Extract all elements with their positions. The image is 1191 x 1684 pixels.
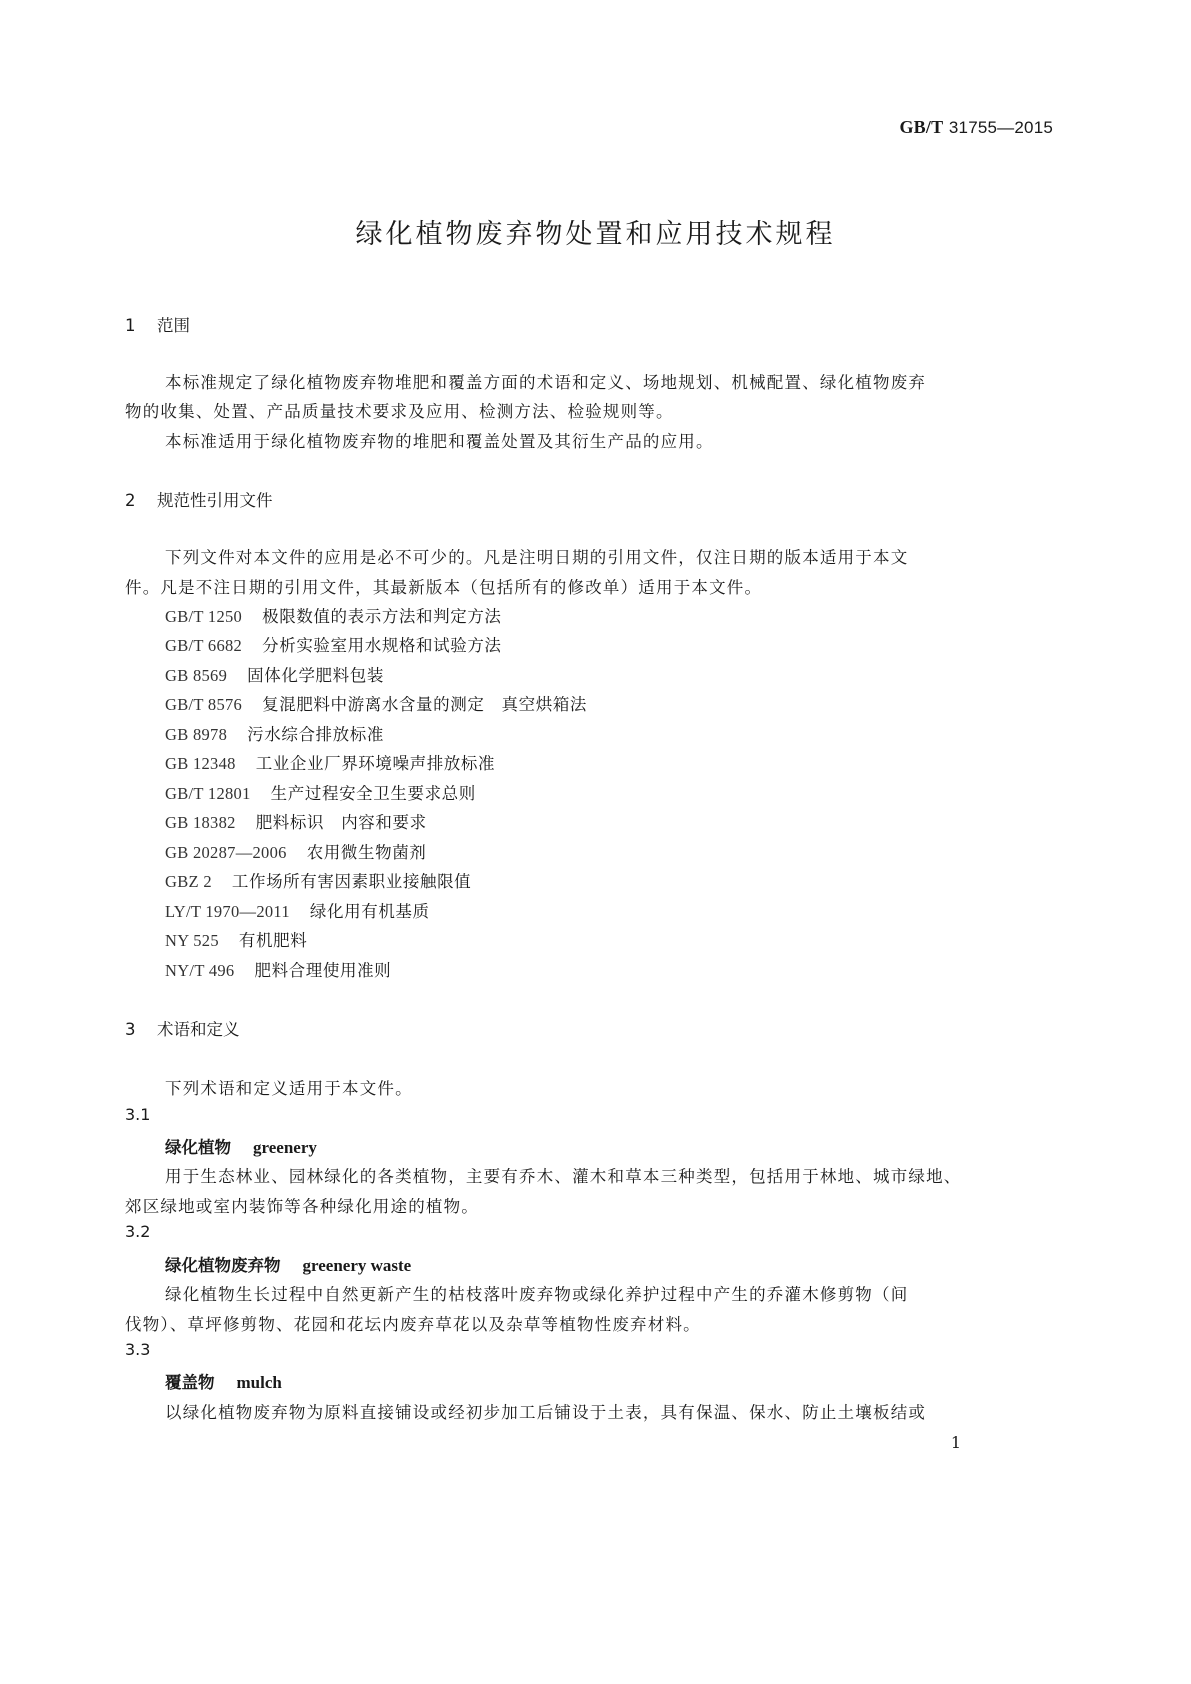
reference-code: NY/T 496 xyxy=(165,961,235,980)
term-definition: 郊区绿地或室内装饰等各种绿化用途的植物。 xyxy=(125,1197,479,1216)
reference-item xyxy=(165,662,384,686)
reference-item xyxy=(165,750,495,774)
reference-title: 农用微生物菌剂 xyxy=(306,843,427,862)
term-definition: 以绿化植物废弃物为原料直接铺设或经初步加工后铺设于土表，具有保温、保水、防止土壤板结或 xyxy=(165,1403,927,1422)
reference-item xyxy=(165,927,307,951)
paragraph: 件。凡是不注日期的引用文件，其最新版本（包括所有的修改单）适用于本文件。 xyxy=(125,578,763,597)
reference-title: 工作场所有害因素职业接触限值 xyxy=(231,872,472,891)
reference-title: 固体化学肥料包装 xyxy=(247,666,384,685)
term-heading xyxy=(165,1369,282,1393)
section-2-heading xyxy=(125,487,273,511)
paragraph: 物的收集、处置、产品质量技术要求及应用、检测方法、检验规则等。 xyxy=(125,402,674,421)
term-zh: 绿化植物废弃物 xyxy=(165,1256,281,1275)
section-number: 2 xyxy=(125,491,136,510)
reference-title: 肥料合理使用准则 xyxy=(254,961,392,980)
reference-item xyxy=(165,809,427,833)
reference-item xyxy=(165,898,430,922)
reference-title: 极限数值的表示方法和判定方法 xyxy=(262,607,502,626)
reference-item xyxy=(165,839,426,863)
term-definition: 伐物）、草坪修剪物、花园和花坛内废弃草花以及杂草等植物性废弃材料。 xyxy=(125,1315,701,1334)
reference-code: GB 8978 xyxy=(165,725,228,744)
page-number: 1 xyxy=(950,1433,961,1452)
reference-item xyxy=(165,632,502,656)
reference-title: 复混肥料中游离水含量的测定 真空烘箱法 xyxy=(262,695,588,714)
reference-item xyxy=(165,780,476,804)
reference-item xyxy=(165,957,391,981)
reference-code: GB/T 6682 xyxy=(165,636,243,655)
term-definition: 绿化植物生长过程中自然更新产生的枯枝落叶废弃物或绿化养护过程中产生的乔灌木修剪物（间 xyxy=(165,1285,909,1304)
reference-code: LY/T 1970—2011 xyxy=(165,902,290,921)
section-1-heading xyxy=(125,312,190,336)
reference-code: GBZ 2 xyxy=(165,872,212,891)
term-en: greenery xyxy=(253,1138,317,1157)
reference-item xyxy=(165,603,502,627)
reference-code: NY 525 xyxy=(165,931,219,950)
standard-code xyxy=(899,117,1053,138)
term-number: 3.3 xyxy=(125,1340,151,1359)
paragraph: 本标准适用于绿化植物废弃物的堆肥和覆盖处置及其衍生产品的应用。 xyxy=(165,432,714,451)
reference-code: GB 20287—2006 xyxy=(165,843,287,862)
reference-title: 污水综合排放标准 xyxy=(247,725,384,744)
reference-title: 工业企业厂界环境噪声排放标准 xyxy=(255,754,496,773)
section-title: 规范性引用文件 xyxy=(157,491,273,510)
term-en: mulch xyxy=(236,1373,282,1392)
section-number: 1 xyxy=(125,316,136,335)
reference-title: 绿化用有机基质 xyxy=(309,902,430,921)
standard-number: 31755—2015 xyxy=(948,118,1053,137)
reference-item xyxy=(165,721,384,745)
reference-code: GB 18382 xyxy=(165,813,236,832)
reference-title: 生产过程安全卫生要求总则 xyxy=(270,784,476,803)
term-heading xyxy=(165,1252,411,1276)
section-number: 3 xyxy=(125,1020,136,1039)
term-zh: 绿化植物 xyxy=(165,1138,231,1157)
standard-prefix: GB/T xyxy=(899,117,944,137)
reference-code: GB/T 1250 xyxy=(165,607,243,626)
reference-code: GB/T 8576 xyxy=(165,695,243,714)
reference-title: 分析实验室用水规格和试验方法 xyxy=(262,636,502,655)
document-title: 绿化植物废弃物处置和应用技术规程 xyxy=(355,219,836,250)
reference-title: 肥料标识 内容和要求 xyxy=(255,813,427,832)
term-number: 3.2 xyxy=(125,1222,151,1241)
term-zh: 覆盖物 xyxy=(165,1373,215,1392)
reference-title: 有机肥料 xyxy=(238,931,308,950)
reference-item xyxy=(165,868,471,892)
section-title: 术语和定义 xyxy=(157,1020,240,1039)
section-title: 范围 xyxy=(157,316,190,335)
term-en: greenery waste xyxy=(302,1256,412,1275)
term-number: 3.1 xyxy=(125,1105,151,1124)
term-definition: 用于生态林业、园林绿化的各类植物，主要有乔木、灌木和草本三种类型，包括用于林地、城市绿地、 xyxy=(165,1167,962,1186)
section-3-heading xyxy=(125,1016,240,1040)
reference-code: GB/T 12801 xyxy=(165,784,251,803)
reference-item xyxy=(165,691,587,715)
term-heading xyxy=(165,1134,317,1158)
reference-code: GB 8569 xyxy=(165,666,228,685)
reference-code: GB 12348 xyxy=(165,754,236,773)
paragraph: 下列文件对本文件的应用是必不可少的。凡是注明日期的引用文件，仅注日期的版本适用于本文 xyxy=(165,548,909,567)
paragraph: 本标准规定了绿化植物废弃物堆肥和覆盖方面的术语和定义、场地规划、机械配置、绿化植物废弃 xyxy=(165,373,927,392)
paragraph: 下列术语和定义适用于本文件。 xyxy=(165,1079,413,1098)
